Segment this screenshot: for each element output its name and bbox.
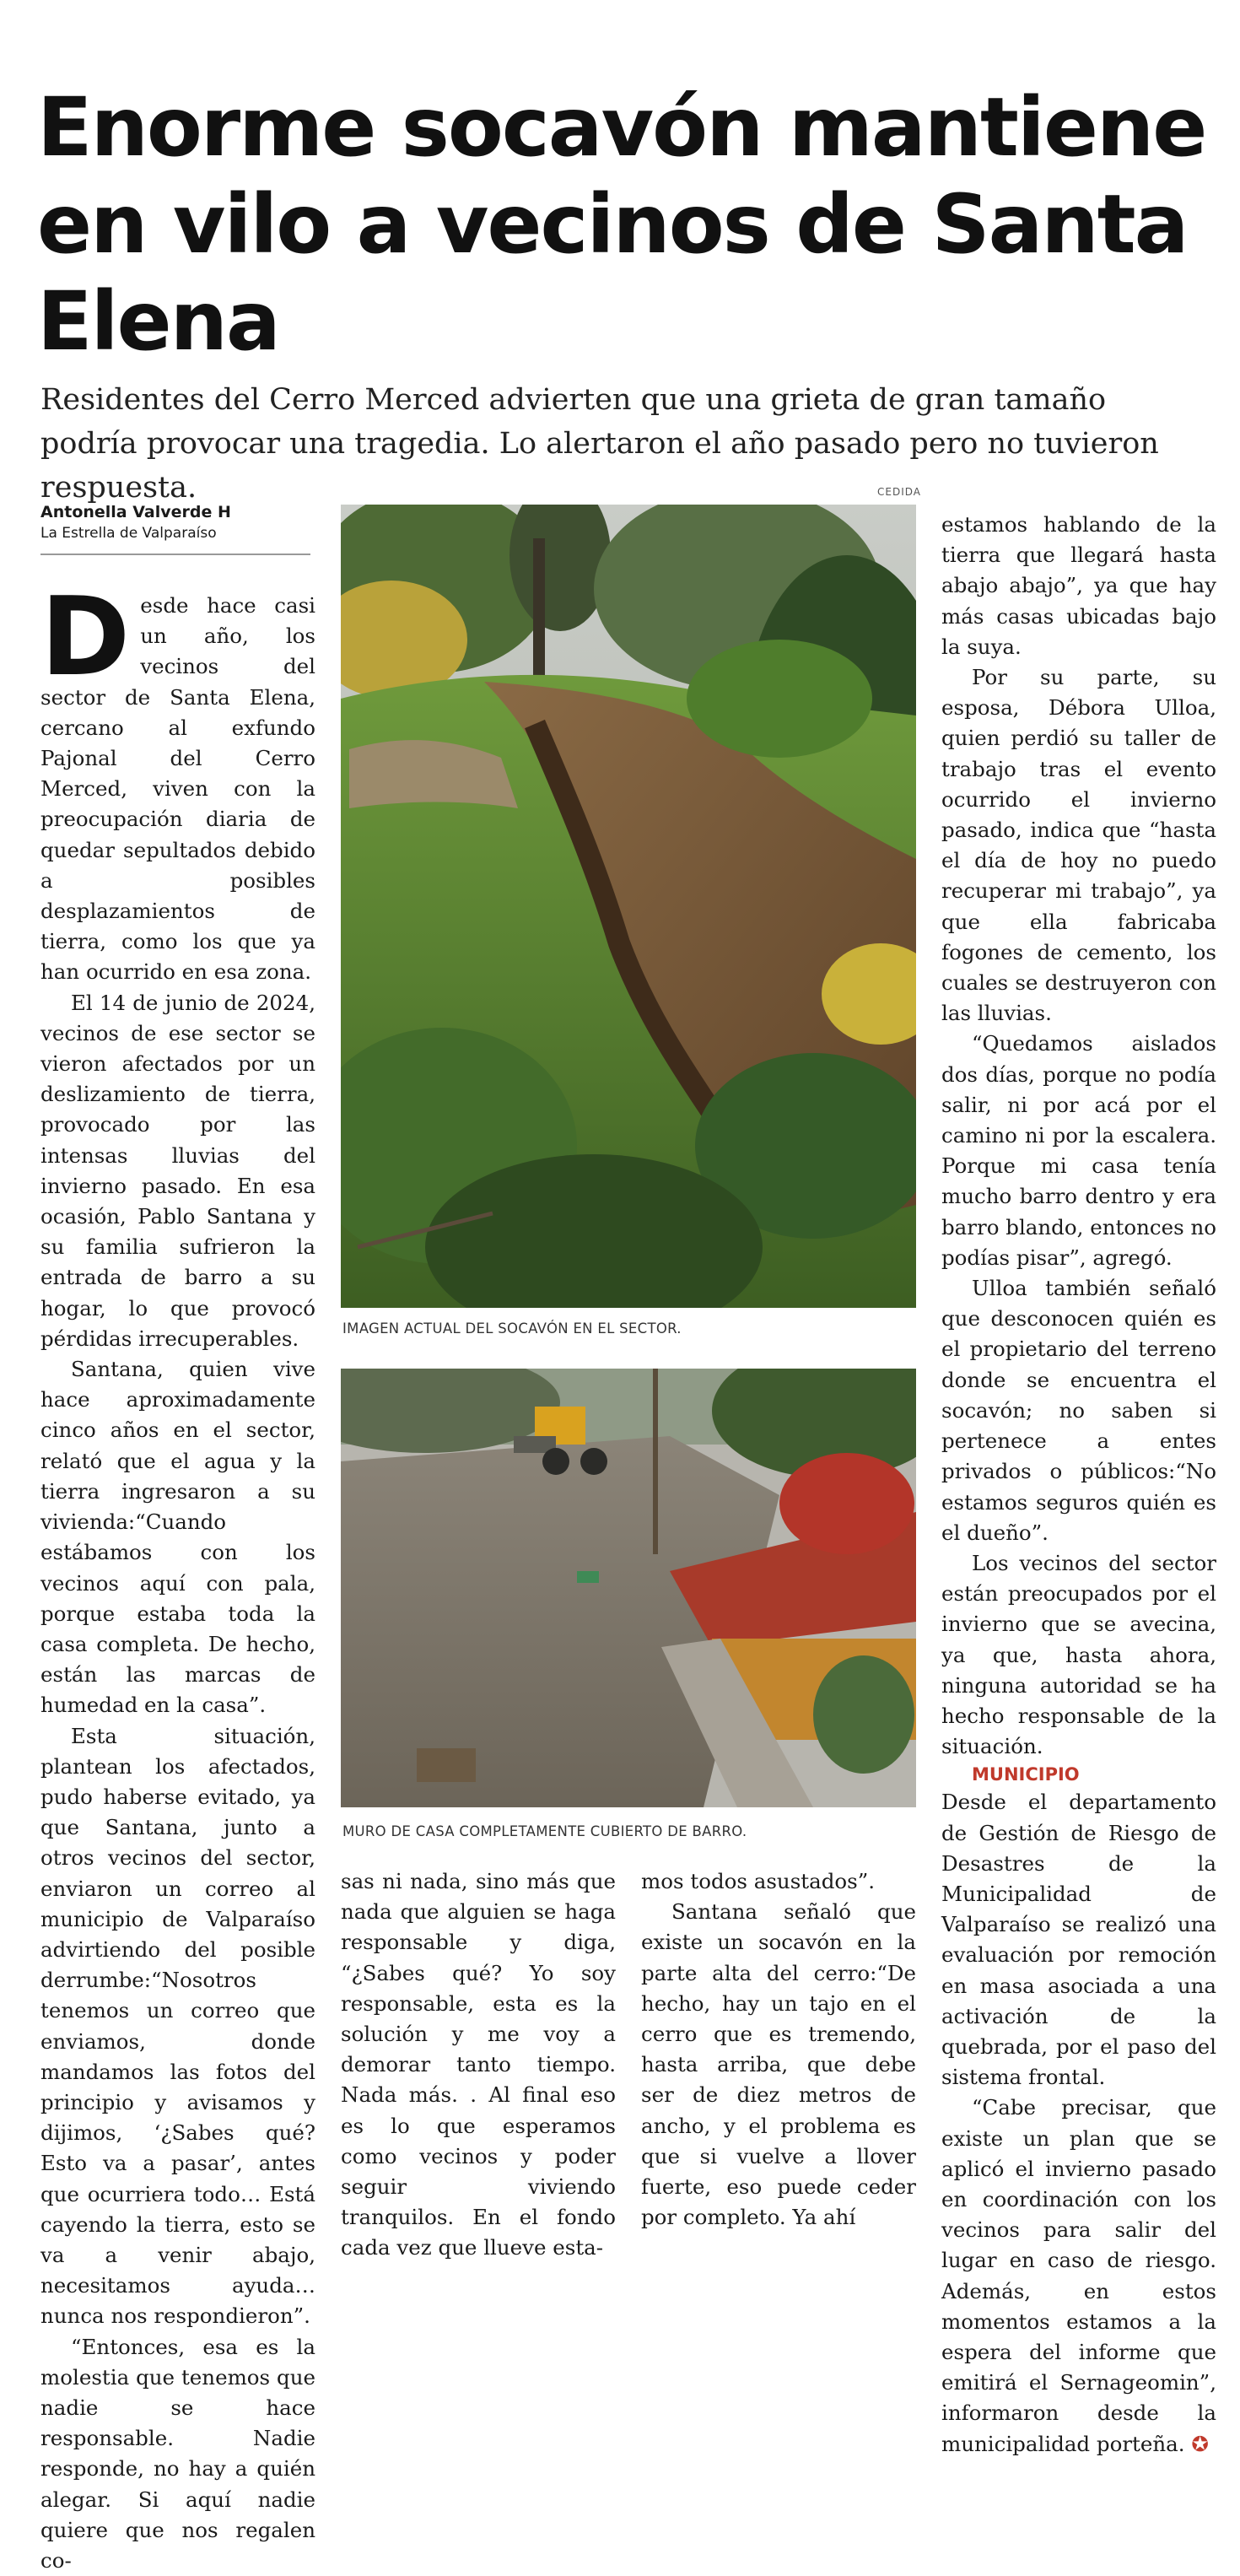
photo-caption: MURO DE CASA COMPLETAMENTE CUBIERTO DE BARRO.	[342, 1823, 747, 1839]
paragraph: El 14 de junio de 2024, vecinos de ese sector se vieron afectados por un deslizamiento de tierra, provocado por las intensas lluvias del invierno pasado. En esa ocasión, Pablo Santana y su familia sufrieron la entrada de barro a su hogar, lo que provocó pérdidas irrecuperables.	[40, 990, 315, 1351]
paragraph: Santana señaló que existe un socavón en la parte alta del cerro:“De hecho, hay un tajo en el cerro que es tremendo, hasta arriba, que debe ser de diez metros de ancho, y el problema es que si vuelve a llover fuerte, eso puede ceder por completo. Ya ahí	[641, 1899, 916, 2230]
paragraph: Ulloa también señaló que desconocen quién es el propietario del terreno donde se encuentra el socavón; no saben si pertenece a entes privados o públicos:“No estamos seguros quién es el dueño”.	[941, 1276, 1216, 1545]
photo-caption: IMAGEN ACTUAL DEL SOCAVÓN EN EL SECTOR.	[342, 1320, 682, 1337]
paragraph: Por su parte, su esposa, Débora Ulloa, quien perdió su taller de trabajo tras el evento ocurrido el invierno pasado, indica que “hasta el día de hoy no puedo recuperar mi trabajo”, ya que ella fabricaba fogones de cemento, los cuales se destruyeron con las lluvias.	[941, 665, 1216, 1026]
drop-cap: D	[40, 575, 131, 700]
paragraph: estamos hablando de la tierra que llegará hasta abajo abajo”, ya que hay más casas ubicadas bajo la suya.	[941, 512, 1216, 659]
mud-wall-photo	[341, 1369, 916, 1807]
paragraph: Los vecinos del sector están preocupados por el invierno que se avecina, ya que, hasta ahora, ninguna autoridad se ha hecho responsable de la situación.	[941, 1550, 1216, 1759]
column-3	[641, 1866, 916, 2233]
photo-credit: CEDIDA	[877, 486, 921, 498]
paragraph: mos todos asustados”.	[641, 1869, 876, 1893]
paragraph: sas ni nada, sino más que nada que alguien se haga responsable y diga, “¿Sabes qué? Yo soy responsable, esta es la solución y me voy a demorar tanto tiempo. Nada más. . Al final eso es lo que esperamos como vecinos y poder seguir viviendo tranquilos. En el fondo cada vez que llueve esta-	[341, 1869, 616, 2260]
section-heading-municipio: MUNICIPIO	[972, 1764, 1080, 1785]
subheadline: Residentes del Cerro Merced advierten que una grieta de gran tamaño podría provocar una tragedia. Lo alertaron el año pasado pero no tuvieron respuesta.	[40, 383, 1159, 505]
column-4	[941, 510, 1216, 2460]
paragraph	[941, 2093, 1216, 2459]
byline-outlet: La Estrella de Valparaíso	[40, 525, 217, 542]
headline: Enorme socavón mantiene en vilo a vecinos de Santa Elena	[37, 80, 1206, 370]
paragraph: Desde el departamento de Gestión de Riesgo de Desastres de la Municipalidad de Valparaíso se realizó una evaluación por remoción en masa asociada a una activación de la quebrada, por el paso del sistema frontal.	[941, 1790, 1216, 2090]
sinkhole-photo	[341, 505, 916, 1308]
end-mark-icon: ✪	[1191, 2431, 1209, 2456]
paragraph: Santana, quien vive hace aproximadamente cinco años en el sector, relató que el agua y la tierra ingresaron a su vivienda:“Cuando estábamos con los vecinos aquí con pala, porque estaba toda la casa completa. De hecho, están las marcas de humedad en la casa”.	[40, 1357, 315, 1718]
column-1	[40, 575, 315, 2576]
article-lead-paragraph	[40, 575, 315, 988]
closing-text: “Cabe precisar, que existe un plan que se aplicó el invierno pasado en coordinación con los vecinos para salir del lugar en caso de riesgo. Además, en estos momentos estamos a la espera del informe que emitirá el Sernageomin”, informaron desde la municipalidad porteña.	[941, 2095, 1216, 2456]
paragraph: “Quedamos aislados dos días, porque no podía salir, ni por acá por el camino ni por la escalera. Porque mi casa tenía mucho barro dentro y era barro blando, entonces no podías pisar”, agregó.	[941, 1031, 1216, 1270]
byline	[40, 501, 310, 555]
byline-author: Antonella Valverde H	[40, 503, 231, 521]
paragraph: “Entonces, esa es la molestia que tenemos que nadie se hace responsable. Nadie responde, no hay a quién alegar. Si aquí nadie quiere que nos regalen co-	[40, 2334, 315, 2573]
lead-text: esde hace casi un año, los vecinos del sector de Santa Elena, cercano al exfundo Pajonal del Cerro Merced, viven con la preocupación diaria de quedar sepultados debido a posibles desplazamientos de tierra, como los que ya han ocurrido en esa zona.	[40, 593, 315, 985]
paragraph: Esta situación, plantean los afectados, pudo haberse evitado, ya que Santana, junto a otros vecinos del sector, enviaron un correo al municipio de Valparaíso advirtiendo del posible derrumbe:“Nosotros tenemos un correo que enviamos, donde mandamos las fotos del principio y avisamos y dijimos, ‘¿Sabes qué? Esto va a pasar’, antes que ocurriera todo… Está cayendo la tierra, esto se va a venir abajo, necesitamos ayuda… nunca nos respondieron”.	[40, 1723, 315, 2329]
column-2	[341, 1866, 616, 2264]
